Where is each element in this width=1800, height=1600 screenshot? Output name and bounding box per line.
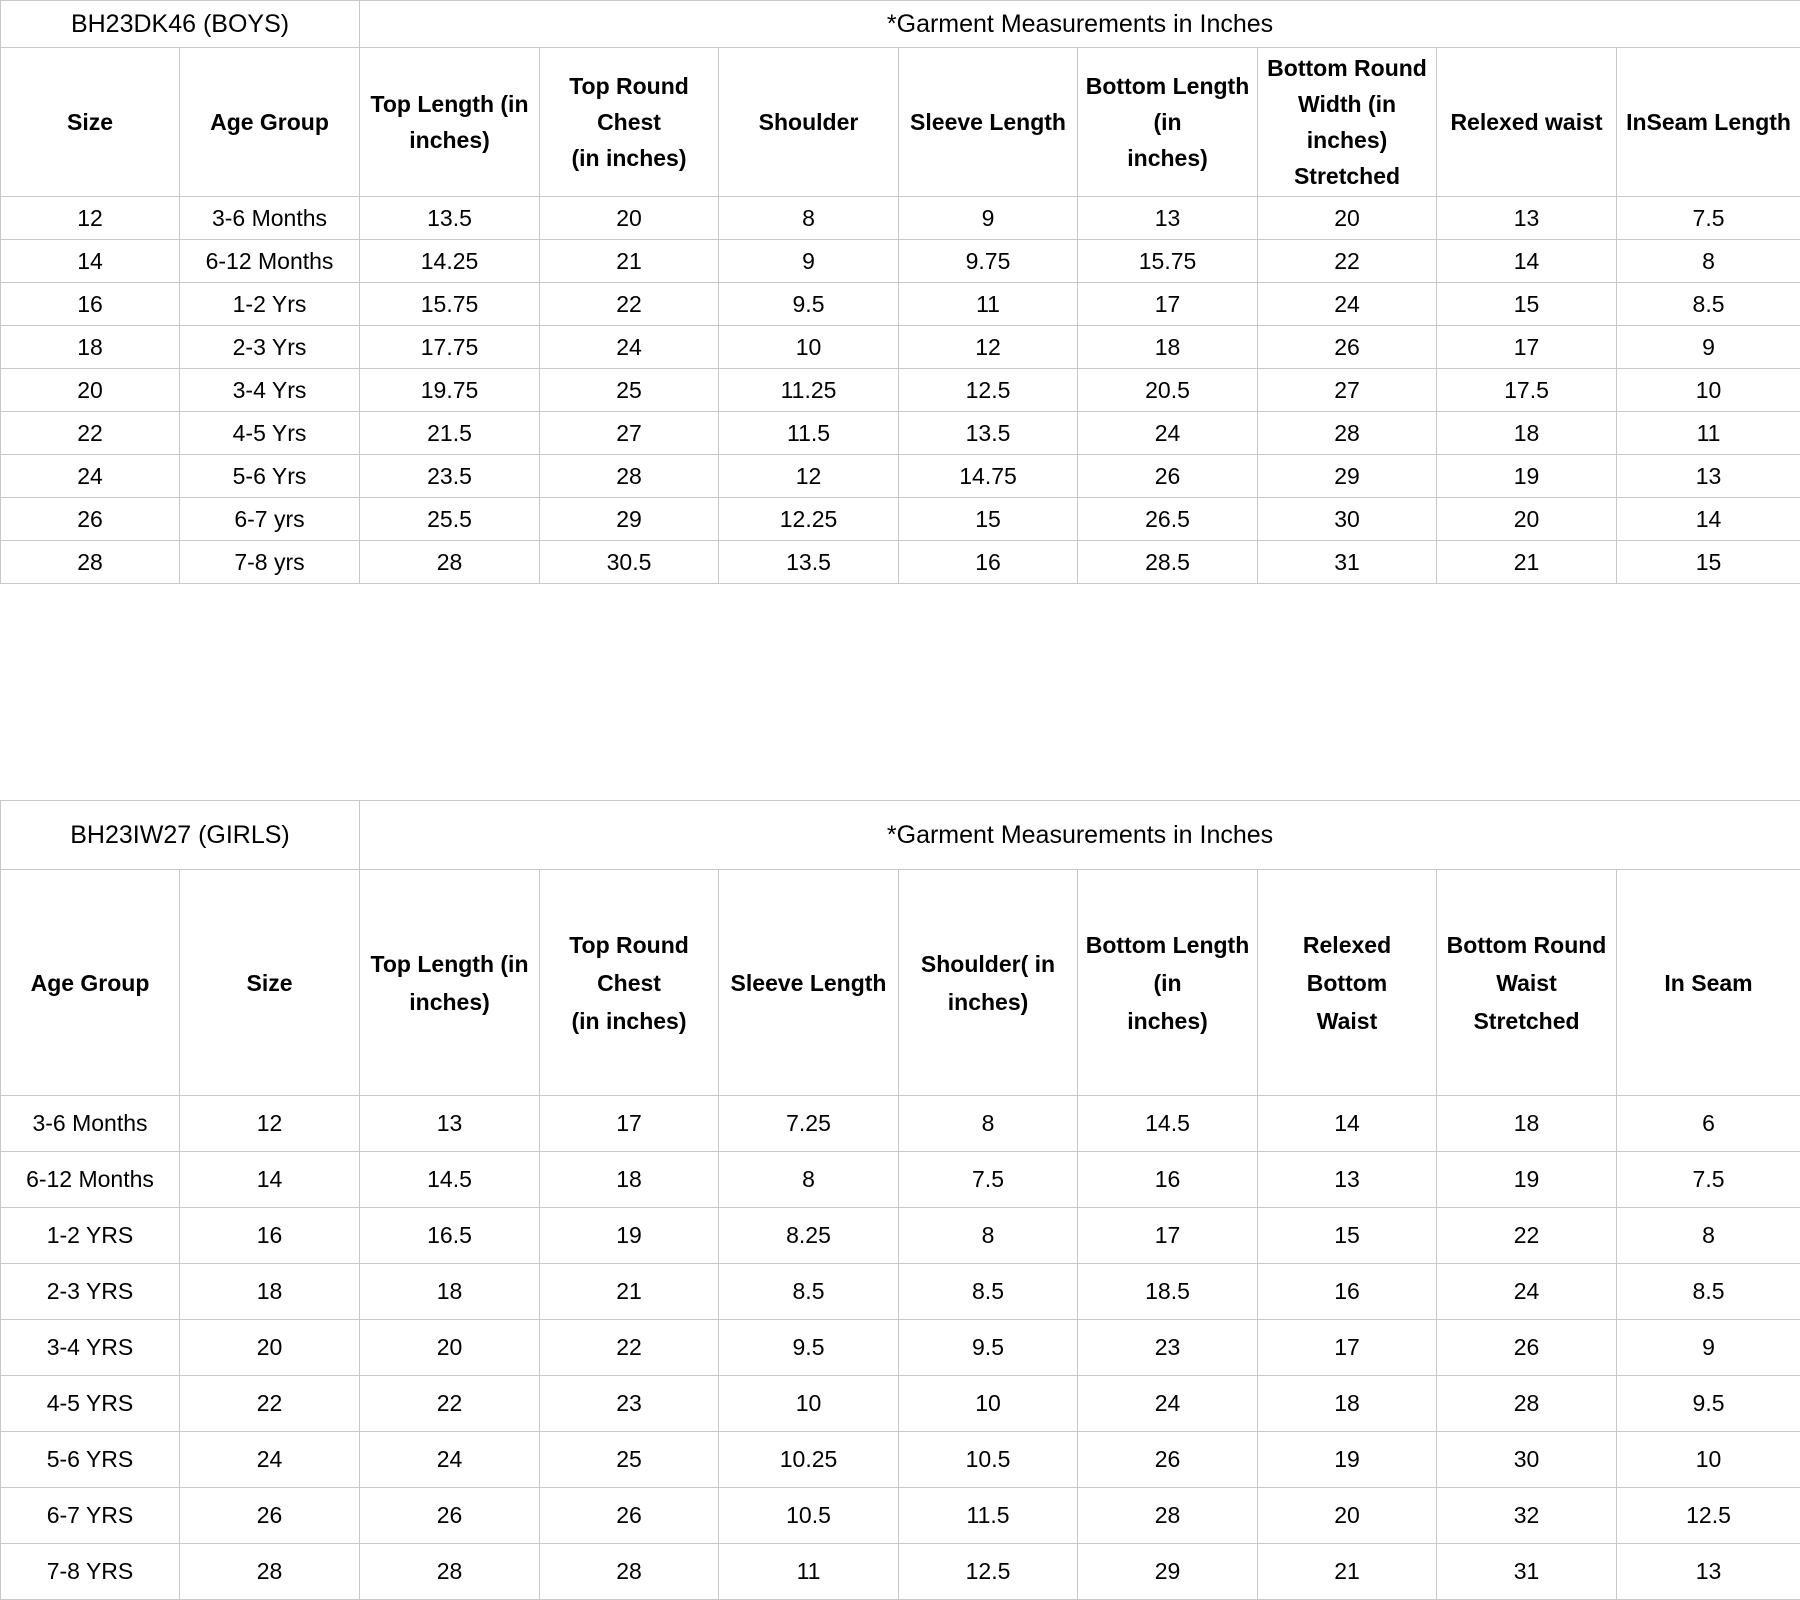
table-cell: 10 [1617,1432,1800,1488]
table-cell: 9.5 [719,283,899,326]
table-row [1,455,1800,498]
table-row [1,1488,1800,1544]
table-cell: 26 [1437,1320,1617,1376]
table-cell: 9.5 [899,1320,1078,1376]
table-cell: 16 [180,1208,360,1264]
table-cell: 17 [540,1096,719,1152]
column-header: InSeam Length [1617,48,1800,197]
table-cell: 16 [1258,1264,1437,1320]
table-cell: 30.5 [540,541,719,584]
table-cell: 9.5 [719,1320,899,1376]
table-cell: 7.25 [719,1096,899,1152]
table-cell: 16 [1078,1152,1258,1208]
table-cell: 8.5 [719,1264,899,1320]
table-cell: 6-12 Months [180,240,360,283]
column-header: Relexed waist [1437,48,1617,197]
table-cell: 8 [1617,1208,1800,1264]
table-row [1,369,1800,412]
table-cell: 26.5 [1078,498,1258,541]
table-cell: 20 [1258,197,1437,240]
table-cell: 13.5 [360,197,540,240]
table-cell: 16.5 [360,1208,540,1264]
table-cell: 9.75 [899,240,1078,283]
column-header: Size [1,48,180,197]
table-cell: 19 [1437,455,1617,498]
table-cell: 13 [1617,455,1800,498]
table-cell: 4-5 Yrs [180,412,360,455]
table-cell: 11 [719,1544,899,1600]
table-cell: 14.5 [360,1152,540,1208]
table-cell: 12.5 [899,369,1078,412]
boys-measurement-caption: *Garment Measurements in Inches [360,1,1800,48]
table-cell: 13.5 [899,412,1078,455]
table-cell: 23 [1078,1320,1258,1376]
table-cell: 29 [1078,1544,1258,1600]
table-cell: 20.5 [1078,369,1258,412]
table-cell: 10 [719,326,899,369]
table-cell: 26 [540,1488,719,1544]
girls-size-chart [0,800,1800,1600]
table-cell: 22 [180,1376,360,1432]
table-cell: 26 [1258,326,1437,369]
table-cell: 28 [540,1544,719,1600]
table-cell: 9 [719,240,899,283]
table-cell: 9 [1617,1320,1800,1376]
table-cell: 31 [1437,1544,1617,1600]
table-cell: 18 [1437,412,1617,455]
table-cell: 11.5 [719,412,899,455]
table-cell: 12 [180,1096,360,1152]
table-cell: 26 [1078,1432,1258,1488]
girls-style-code: BH23IW27 (GIRLS) [1,801,360,870]
table-cell: 16 [1,283,180,326]
table-cell: 15 [899,498,1078,541]
table-cell: 14.25 [360,240,540,283]
table-cell: 17 [1078,283,1258,326]
table-cell: 7-8 yrs [180,541,360,584]
table-cell: 12 [719,455,899,498]
table-row [1,541,1800,584]
table-cell: 22 [1258,240,1437,283]
column-header: Top Round Chest (in inches) [540,48,719,197]
table-cell: 22 [540,1320,719,1376]
table-cell: 28 [1078,1488,1258,1544]
table-row [1,197,1800,240]
column-header: Top Length (in inches) [360,48,540,197]
table-cell: 21 [1437,541,1617,584]
table-cell: 8 [899,1096,1078,1152]
boys-table [0,0,1800,584]
table-cell: 28 [540,455,719,498]
table-cell: 14 [1437,240,1617,283]
column-header: Shoulder( in inches) [899,870,1078,1096]
column-header: Age Group [180,48,360,197]
table-cell: 1-2 YRS [1,1208,180,1264]
table-row [1,1432,1800,1488]
table-row [1,1544,1800,1600]
table-cell: 12 [1,197,180,240]
girls-table-body [1,801,1800,1600]
table-cell: 20 [1,369,180,412]
table-cell: 13 [1258,1152,1437,1208]
table-cell: 14.5 [1078,1096,1258,1152]
girls-header-row [1,870,1800,1096]
table-cell: 1-2 Yrs [180,283,360,326]
table-cell: 4-5 YRS [1,1376,180,1432]
table-row [1,240,1800,283]
table-cell: 10.25 [719,1432,899,1488]
column-header: In Seam [1617,870,1800,1096]
table-cell: 26 [1078,455,1258,498]
table-cell: 27 [1258,369,1437,412]
table-row [1,1320,1800,1376]
table-cell: 11.5 [899,1488,1078,1544]
table-cell: 27 [540,412,719,455]
table-cell: 19 [540,1208,719,1264]
table-row [1,1376,1800,1432]
table-row [1,1264,1800,1320]
boys-size-chart [0,0,1800,584]
table-cell: 6-7 YRS [1,1488,180,1544]
table-cell: 15.75 [360,283,540,326]
table-row [1,1152,1800,1208]
table-cell: 18 [180,1264,360,1320]
table-cell: 23 [540,1376,719,1432]
table-cell: 7-8 YRS [1,1544,180,1600]
table-cell: 25 [540,1432,719,1488]
table-cell: 7.5 [1617,1152,1800,1208]
table-cell: 15 [1617,541,1800,584]
table-cell: 16 [899,541,1078,584]
column-header: Sleeve Length [719,870,899,1096]
table-cell: 24 [360,1432,540,1488]
table-cell: 13.5 [719,541,899,584]
table-cell: 24 [180,1432,360,1488]
table-cell: 15 [1258,1208,1437,1264]
column-header: Bottom Round Width (in inches) Stretched [1258,48,1437,197]
column-header: Top Round Chest (in inches) [540,870,719,1096]
table-cell: 24 [1437,1264,1617,1320]
table-cell: 22 [1,412,180,455]
table-cell: 18 [1258,1376,1437,1432]
table-cell: 17.5 [1437,369,1617,412]
table-cell: 14 [1617,498,1800,541]
table-cell: 13 [360,1096,540,1152]
table-cell: 3-4 Yrs [180,369,360,412]
table-cell: 8.5 [1617,283,1800,326]
table-cell: 9 [899,197,1078,240]
table-cell: 12.5 [899,1544,1078,1600]
table-cell: 31 [1258,541,1437,584]
girls-table [0,800,1800,1600]
boys-title-row [1,1,1800,48]
table-cell: 10.5 [719,1488,899,1544]
table-cell: 6-12 Months [1,1152,180,1208]
table-cell: 26 [360,1488,540,1544]
table-cell: 8 [899,1208,1078,1264]
table-row [1,326,1800,369]
table-cell: 10 [719,1376,899,1432]
table-cell: 17 [1258,1320,1437,1376]
table-row [1,412,1800,455]
table-cell: 15 [1437,283,1617,326]
table-cell: 18 [540,1152,719,1208]
table-cell: 13 [1078,197,1258,240]
table-cell: 22 [360,1376,540,1432]
table-cell: 15.75 [1078,240,1258,283]
table-cell: 20 [360,1320,540,1376]
table-cell: 26 [1,498,180,541]
boys-header-row [1,48,1800,197]
column-header: Bottom Length (in inches) [1078,870,1258,1096]
table-cell: 28.5 [1078,541,1258,584]
table-cell: 21.5 [360,412,540,455]
table-cell: 25.5 [360,498,540,541]
table-cell: 19.75 [360,369,540,412]
table-cell: 2-3 Yrs [180,326,360,369]
column-header: Age Group [1,870,180,1096]
table-cell: 8.5 [899,1264,1078,1320]
table-cell: 12.5 [1617,1488,1800,1544]
table-cell: 11 [1617,412,1800,455]
table-cell: 7.5 [899,1152,1078,1208]
table-cell: 14 [1258,1096,1437,1152]
table-cell: 14 [180,1152,360,1208]
girls-measurement-caption: *Garment Measurements in Inches [360,801,1800,870]
table-cell: 24 [1,455,180,498]
column-header: Shoulder [719,48,899,197]
column-header: Bottom Round Waist Stretched [1437,870,1617,1096]
table-cell: 12 [899,326,1078,369]
table-cell: 29 [1258,455,1437,498]
table-row [1,1096,1800,1152]
table-cell: 11 [899,283,1078,326]
table-cell: 25 [540,369,719,412]
table-cell: 14.75 [899,455,1078,498]
girls-title-row [1,801,1800,870]
table-cell: 13 [1617,1544,1800,1600]
table-row [1,1208,1800,1264]
table-cell: 3-4 YRS [1,1320,180,1376]
table-cell: 7.5 [1617,197,1800,240]
table-cell: 20 [540,197,719,240]
table-cell: 24 [1078,412,1258,455]
column-header: Sleeve Length [899,48,1078,197]
table-cell: 28 [1,541,180,584]
boys-style-code: BH23DK46 (BOYS) [1,1,360,48]
table-cell: 17.75 [360,326,540,369]
table-cell: 21 [540,240,719,283]
table-cell: 30 [1258,498,1437,541]
table-cell: 18 [1078,326,1258,369]
table-cell: 20 [1437,498,1617,541]
table-cell: 8 [719,197,899,240]
table-cell: 9 [1617,326,1800,369]
table-cell: 18 [360,1264,540,1320]
table-cell: 5-6 YRS [1,1432,180,1488]
table-cell: 17 [1437,326,1617,369]
table-cell: 13 [1437,197,1617,240]
table-cell: 5-6 Yrs [180,455,360,498]
table-cell: 18 [1,326,180,369]
table-cell: 29 [540,498,719,541]
column-header: Size [180,870,360,1096]
table-cell: 23.5 [360,455,540,498]
table-cell: 24 [1078,1376,1258,1432]
table-cell: 26 [180,1488,360,1544]
table-cell: 10 [899,1376,1078,1432]
table-cell: 22 [1437,1208,1617,1264]
table-cell: 21 [540,1264,719,1320]
table-cell: 20 [180,1320,360,1376]
table-cell: 32 [1437,1488,1617,1544]
table-cell: 10.5 [899,1432,1078,1488]
table-cell: 21 [1258,1544,1437,1600]
table-cell: 22 [540,283,719,326]
table-cell: 24 [1258,283,1437,326]
table-cell: 10 [1617,369,1800,412]
table-cell: 6 [1617,1096,1800,1152]
table-cell: 9.5 [1617,1376,1800,1432]
column-header: Relexed Bottom Waist [1258,870,1437,1096]
table-cell: 24 [540,326,719,369]
table-cell: 28 [360,541,540,584]
table-cell: 20 [1258,1488,1437,1544]
table-cell: 19 [1437,1152,1617,1208]
table-cell: 3-6 Months [1,1096,180,1152]
table-cell: 28 [1258,412,1437,455]
table-cell: 3-6 Months [180,197,360,240]
table-cell: 8 [719,1152,899,1208]
table-cell: 6-7 yrs [180,498,360,541]
table-cell: 11.25 [719,369,899,412]
table-cell: 2-3 YRS [1,1264,180,1320]
table-row [1,283,1800,326]
table-cell: 17 [1078,1208,1258,1264]
table-cell: 18 [1437,1096,1617,1152]
table-cell: 28 [360,1544,540,1600]
boys-table-body [1,1,1800,584]
table-cell: 12.25 [719,498,899,541]
table-cell: 8.5 [1617,1264,1800,1320]
table-cell: 18.5 [1078,1264,1258,1320]
table-cell: 8.25 [719,1208,899,1264]
table-cell: 30 [1437,1432,1617,1488]
table-row [1,498,1800,541]
table-cell: 28 [1437,1376,1617,1432]
table-cell: 19 [1258,1432,1437,1488]
column-header: Bottom Length (in inches) [1078,48,1258,197]
column-header: Top Length (in inches) [360,870,540,1096]
table-cell: 28 [180,1544,360,1600]
table-cell: 8 [1617,240,1800,283]
table-cell: 14 [1,240,180,283]
